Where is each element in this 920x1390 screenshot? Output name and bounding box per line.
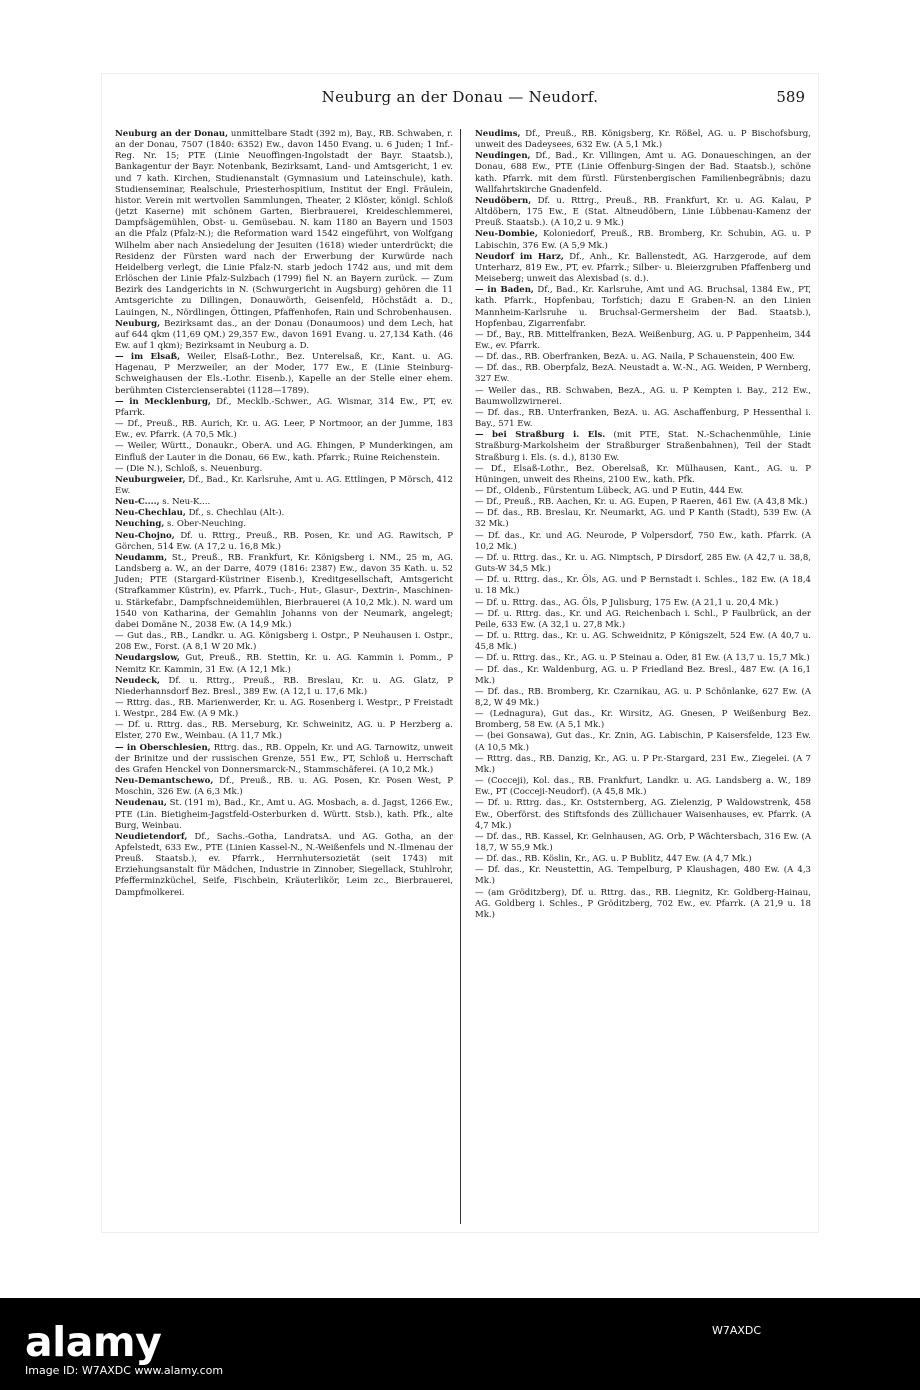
page-header	[101, 88, 819, 108]
entry-headword: Neudorf im Harz,	[475, 251, 564, 262]
entry-headword: Neudims,	[475, 129, 521, 139]
entry-text: — Df. das., RB. Oberfranken, BezA. u. AG. Naila, P Schauenstein, 400 Ew.	[475, 352, 796, 363]
entry-text: Df., Mecklb.-Schwer., AG. Wismar, 314 Ew., PT, ev. Pfarrk.	[115, 396, 453, 418]
entry	[475, 776, 811, 798]
entry	[115, 743, 453, 776]
entry	[115, 464, 453, 475]
entry	[475, 598, 811, 609]
entry	[475, 609, 811, 631]
entry-text: — Rttrg. das., RB. Danzig, Kr., AG. u. P Pr.-Stargard, 231 Ew., Ziegelei. (A 7 Mk.)	[475, 753, 811, 775]
entry-text: — Df. u. Rttrg. das., Kr. Öls, AG. und P Bernstadt i. Schles., 182 Ew. (A 18,4 u. 18 Mk.)	[475, 575, 811, 597]
entry	[475, 151, 811, 196]
entry	[115, 519, 453, 530]
entry-headword: Neu-C....,	[115, 497, 160, 508]
entry-text: (mit PTE, Stat. N.-Schachenmühle, Linie Straßburg-Markolsheim der Straßburger Straßenbahnen), Teil der Stadt Straßburg i. Els. (s. d.), 8130 Ew.	[475, 430, 811, 463]
entry-text: — Df. das., RB. Oberpfalz, BezA. Neustadt a. W.-N., AG. Weiden, P Wernberg, 327 Ew.	[475, 363, 811, 385]
entry	[475, 508, 811, 530]
entry-text: — (Lednagura), Gut das., Kr. Wirsitz, AG. Gnesen, P Weißenburg Bez. Bromberg, 58 Ew. (A 5,1 Mk.)	[475, 709, 811, 731]
entry-text: s. Ober-Neuching.	[164, 519, 247, 530]
entry-text: — (bei Gonsawa), Gut das., Kr. Znin, AG. Labischin, P Kaisersfelde, 123 Ew. (A 10,5 Mk.)	[475, 731, 811, 753]
entry-headword: Neudargslow,	[115, 653, 180, 664]
entry-text: Rttrg. das., RB. Oppeln, Kr. und AG. Tarnowitz, unweit der Brinitze und der russischen Grenze, 551 Ew., PT, Schloß u. Herrschaft des Grafen Henckel von Donnersmarck-N., Stammschäferei. (A 10,2 Mk.)	[115, 742, 454, 775]
entry	[115, 832, 453, 899]
entry-text: — Df. das., RB. Unterfranken, BezA. u. AG. Aschaffenburg, P Hessenthal i. Bay., 571 Ew.	[475, 407, 811, 430]
entry	[115, 531, 453, 553]
entry	[475, 754, 811, 776]
book-page	[101, 73, 819, 1233]
entry	[115, 698, 453, 720]
entry-text: — Weiler, Württ., Donaukr., OberA. und AG. Ehingen, P Munderkingen, am Einfluß der Lauter in die Donau, 66 Ew., kath. Pfarrk.; Ruine Reichenstein.	[115, 441, 453, 463]
entry-text: — Df. das., RB. Bromberg, Kr. Czarnikau, AG. u. P Schönlanke, 627 Ew. (A 8,2, W 49 Mk.)	[475, 686, 811, 708]
entry	[115, 475, 453, 497]
entry	[115, 419, 453, 441]
entry	[115, 720, 453, 742]
entry-headword: Neudietendorf,	[115, 831, 188, 842]
entry-text: Df., Bad., Kr. Karlsruhe, Amt und AG. Bruchsal, 1384 Ew., PT, kath. Pfarrk., Hopfenbau, Torfstich; dazu E Graben-N. an den Linien Mannheim-Karlsruhe u. Bruchsal-Germersheim der Bad. Staatsb.), Hopfenbau, Zigarrenfabr.	[475, 285, 812, 329]
entry	[475, 553, 811, 575]
entry-text: — Df. u. Rttrg. das., Kr. u. AG. Nimptsch, P Dirsdorf, 285 Ew. (A 42,7 u. 38,8, Guts-W 34,5 Mk.)	[475, 552, 811, 575]
entry	[115, 319, 453, 352]
entry-headword: Neu-Dombie,	[475, 229, 538, 240]
entry	[115, 508, 453, 519]
entry-text: — Df. u. Rttrg. das., Kr. u. AG. Schweidnitz, P Königszelt, 524 Ew. (A 40,7 u. 45,8 Mk.)	[475, 631, 811, 653]
entry-headword: — in Oberschlesien,	[115, 742, 211, 753]
entry-text: Df. u. Rttrg., Preuß., RB. Posen, Kr. und AG. Rawitsch, P Görchen, 514 Ew. (A 17,2 u. 16,8 Mk.)	[115, 530, 453, 552]
entry	[475, 665, 811, 687]
entry-text: — Df. das., Kr. Waldenburg, AG. u. P Friedland Bez. Bresl., 487 Ew. (A 16,1 Mk.)	[475, 664, 811, 686]
entry-text: Gut, Preuß., RB. Stettin, Kr. u. AG. Kammin i. Pomm., P Nemitz Kr. Kammin, 31 Ew. (A 12,1 Mk.)	[115, 653, 453, 675]
entry-text: Bezirksamt das., an der Donau (Donaumoos) und dem Lech, hat auf 644 qkm (11,69 QM.) 29,357 Ew., davon 1691 Evang. u. 27,134 Kath. (46 Ew. auf 1 qkm); Bezirksamt in Neuburg a. D.	[115, 318, 453, 351]
entry-text: — Weiler das., RB. Schwaben, BezA., AG. u. P Kempten i. Bay., 212 Ew., Baumwollzwirnerei.	[475, 385, 811, 407]
entry-headword: Neudamm,	[115, 552, 168, 563]
entry	[475, 865, 811, 887]
entry-headword: — in Mecklenburg,	[115, 396, 211, 407]
entry-text: Df., Sachs.-Gotha, LandratsA. und AG. Gotha, an der Apfelstedt, 633 Ew., PTE (Linien Kassel-N., N.-Weißenfels und N.-Ilmenau der Preuß. Staatsb.), ev. Pfarrk., Herrnhutersozietät (seit 1743) mit Erziehungsanstalt für Mädchen, Industrie in Zinnober, Siegellack, Stuhlrohr, Pfefferminzküchel, Seife, Fischbein, Kräuterlikör, Leim zc., Bierbrauerei, Dampfmolkerei.	[115, 831, 453, 898]
entry	[475, 464, 811, 486]
entry-text: — Df., Preuß., RB. Aachen, Kr. u. AG. Eupen, P Raeren, 461 Ew. (A 43,8 Mk.)	[475, 497, 808, 508]
alamy-logo: alamy	[25, 1318, 162, 1366]
entry-text: — Gut das., RB., Landkr. u. AG. Königsberg i. Ostpr., P Neuhausen i. Ostpr., 208 Ew., Forst. (A 8,1 W 20 Mk.)	[115, 631, 453, 653]
entry	[475, 832, 811, 854]
entry-text: — Df., Bay., RB. Mittelfranken, BezA. Weißenburg, AG. u. P Pappenheim, 344 Ew., ev. Pfarrk.	[475, 329, 811, 351]
entry	[475, 653, 811, 664]
image-id-right: W7AXDC	[712, 1324, 762, 1337]
entry	[475, 352, 811, 363]
entry-text: — (am Gröditzberg), Df. u. Rttrg. das., RB. Liegnitz, Kr. Goldberg-Hainau, AG. Goldberg i. Schles., P Gröditzberg, 702 Ew., ev. Pfarrk. (A 21,9 u. 18 Mk.)	[475, 887, 811, 920]
entry-text: — Df., Elsaß-Lothr., Bez. Oberelsaß, Kr. Mülhausen, Kant., AG. u. P Hüningen, unweit des Rheins, 2100 Ew., kath. Pfk.	[475, 463, 811, 485]
column-divider	[460, 129, 461, 1224]
entry-text: Df., Preuß., RB. u. AG. Posen, Kr. Posen West, P Moschin, 326 Ew. (A 6,3 Mk.)	[115, 776, 453, 798]
entry	[475, 798, 811, 831]
entry-text: — Df. das., RB. Kassel, Kr. Gelnhausen, AG. Orb, P Wächtersbach, 316 Ew. (A 18,7, W 55,9 Mk.)	[475, 831, 811, 853]
entry-text: Df. u. Rttrg., Preuß., RB. Frankfurt, Kr. u. AG. Kalau, P Altdöbern, 175 Ew., E (Stat. Altneudöbern, Linie Lübbenau-Kamenz der Preuß. Staatsb.). (A 10,2 u. 9 Mk.)	[475, 195, 811, 229]
entry-text: — Df., Oldenb., Fürstentum Lübeck, AG. und P Eutin, 444 Ew.	[475, 486, 744, 496]
left-column	[115, 129, 453, 899]
entry-text: Df. u. Rttrg., Preuß., RB. Breslau, Kr. u. AG. Glatz, P Niederhannsdorf Bez. Bresl., 389 Ew. (A 12,1 u. 17,6 Mk.)	[115, 675, 453, 697]
entry-headword: Neu-Chechlau,	[115, 508, 186, 519]
entry-text: Df., Preuß., RB. Königsberg, Kr. Rößel, AG. u. P Bischofsburg, unweit des Dadeysees, 632 Ew. (A 5,1 Mk.)	[475, 129, 811, 151]
entry-text: s. Neu-K....	[159, 497, 211, 508]
entry	[475, 497, 811, 508]
entry	[475, 252, 811, 285]
entry	[475, 330, 811, 352]
entry	[115, 798, 453, 831]
entry-text: — Df. das., Kr. und AG. Neurode, P Volpersdorf, 750 Ew., kath. Pfarrk. (A 10,2 Mk.)	[475, 530, 811, 552]
image-id-label: Image ID: W7AXDC	[25, 1364, 131, 1377]
entry-text: — Df. u. Rttrg. das., Kr., AG. u. P Steinau a. Oder, 81 Ew. (A 13,7 u. 15,7 Mk.)	[475, 653, 810, 664]
entry	[115, 631, 453, 653]
entry-text: — Df., Preuß., RB. Aurich, Kr. u. AG. Leer, P Nortmoor, an der Jumme, 183 Ew., ev. Pfarrk. (A 70,5 Mk.)	[115, 419, 453, 441]
entry-headword: — im Elsaß,	[115, 352, 181, 363]
entry	[115, 441, 453, 463]
entry-headword: Neuburg,	[115, 318, 161, 329]
entry-text: — Df. das., RB. Köslin, Kr., AG. u. P Bublitz, 447 Ew. (A 4,7 Mk.)	[475, 854, 752, 865]
entry	[475, 408, 811, 430]
entry	[115, 497, 453, 508]
entry	[475, 531, 811, 553]
entry-text: unmittelbare Stadt (392 m), Bay., RB. Schwaben, r. an der Donau, 7507 (1840: 6352) Ew., davon 1450 Evang. u. 6 Juden; 1 Inf.-Reg. Nr. 15; PTE (Linie Neuoffingen-Ingolstadt der Bayr. Staatsb.), Bankagentur der Bayr. Notenbank, Bezirksamt, Land- und Amtsgericht, 1 ev. und 7 kath. Kirchen, Studienanstalt (Gymnasium und Lateinschule), kath. Studienseminar, Realschule, Priesterhospitium, Institut der Engl. Fräulein, histor. Verein mit wertvollen Sammlungen, Theater, 2 Klöster, königl. Schloß (jetzt Kaserne) mit schönem Garten, Bierbrauerei, Kreideschlemmerei, Dampfsägemühlen, Obst- u. Gemüsebau. N. kam 1180 an Bayern und 1503 an die Pfalz (Pfalz-N.); die Reformation ward 1542 eingeführt, von Wolfgang Wilhelm aber nach Ansiedelung der Jesuiten (1618) wieder unterdrückt; die Residenz der Fürsten ward nach der Erwerbung der Kurwürde nach Heidelberg verlegt, die Linie Pfalz-N. starb jedoch 1742 aus, und mit dem Erlöschen der Linie Pfalz-Sulzbach (1799) fiel N. an Bayern zurück. — Zum Bezirk des Landgerichts in N. (Schwurgericht in Augsburg) gehören die 11 Amtsgerichte zu Dillingen, Donauwörth, Geisenfeld, Höchstädt a. D., Lauingen, N., Nördlingen, Öttingen, Pfaffenhofen, Rain und Schrobenhausen.	[115, 129, 453, 318]
entry	[475, 129, 811, 151]
entry-text: Df., Bad., Kr. Karlsruhe, Amt u. AG. Ettlingen, P Mörsch, 412 Ew.	[115, 474, 453, 496]
entry-text: — Df. u. Rttrg. das., AG. Öls, P Julisburg, 175 Ew. (A 21,1 u. 20,4 Mk.)	[475, 597, 779, 608]
entry-text: — Df. u. Rttrg. das., Kr. und AG. Reichenbach i. Schl., P Faulbrück, an der Peile, 633 Ew. (A 32,1 u. 27,8 Mk.)	[475, 608, 811, 630]
entry	[475, 854, 811, 865]
entry-headword: Neudenau,	[115, 798, 167, 809]
entry-headword: Neu-Demantschewo,	[115, 776, 214, 787]
entry	[475, 687, 811, 709]
entry-text: — Df. u. Rttrg. das., RB. Merseburg, Kr. Schweinitz, AG. u. P Herzberg a. Elster, 270 Ew., Weinbau. (A 11,7 Mk.)	[115, 720, 453, 742]
entry	[475, 430, 811, 463]
entry-headword: — bei Straßburg i. Els.	[475, 430, 606, 441]
entry	[475, 386, 811, 408]
entry	[115, 653, 453, 675]
entry	[475, 196, 811, 229]
right-column	[475, 129, 811, 921]
entry-text: Df., Bad., Kr. Villingen, Amt u. AG. Donaueschingen, an der Donau, 688 Ew., PTE (Linie Offenburg-Singen der Bad. Staatsb.), schöne kath. Pfarrk. mit dem fürstl. Fürstenbergischen Familienbegräbnis; dazu Wallfahrtskirche Gnadenfeld.	[475, 151, 811, 195]
entry-text: — (Die N.), Schloß, s. Neuenburg.	[115, 463, 263, 474]
entry-text: Df., s. Chechlau (Alt-).	[185, 508, 285, 519]
entry	[475, 709, 811, 731]
entry	[475, 363, 811, 385]
entry-headword: Neuburg an der Donau,	[115, 129, 229, 139]
entry-text: Weiler, Elsaß-Lothr., Bez. Unterelsaß, Kr., Kant. u. AG. Hagenau, P Merzweiler, an der Moder, 177 Ew., E (Linie Steinburg-Schweighausen der Els.-Lothr. Eisenb.), Kapelle an der Stelle einer ehem. berühmten Cistercienserabtei (1128—1789).	[115, 352, 453, 396]
entry	[475, 229, 811, 251]
entry-text: Df., Anh., Kr. Ballenstedt, AG. Harzgerode, auf dem Unterharz, 819 Ew., PT, ev. Pfarrk.; Silber- u. Bleierzgruben Pfaffenberg und Meiseberg; unweit das Alexisbad (s. d.).	[475, 251, 811, 285]
entry-text: — Df. das., RB. Breslau, Kr. Neumarkt, AG. und P Kanth (Stadt), 539 Ew. (A 32 Mk.)	[475, 508, 811, 530]
entry	[475, 486, 811, 497]
page-number: 589	[776, 88, 805, 106]
entry	[115, 129, 453, 319]
entry	[115, 776, 453, 798]
running-title: Neuburg an der Donau — Neudorf.	[321, 88, 599, 106]
entry	[115, 676, 453, 698]
entry-text: — Df. das., Kr. Neustettin, AG. Tempelburg, P Klaushagen, 480 Ew. (A 4,3 Mk.)	[475, 865, 811, 887]
site-url: www.alamy.com	[134, 1364, 224, 1377]
entry-headword: Neudingen,	[475, 151, 531, 162]
entry	[475, 631, 811, 653]
entry	[475, 285, 811, 330]
entry-headword: Neudeck,	[115, 675, 160, 686]
entry-text: St., Preuß., RB. Frankfurt, Kr. Königsberg i. NM., 25 m, AG. Landsberg a. W., an der Darre, 4079 (1816: 2387) Ew., davon 35 Kath. u. 52 Juden; PTE (Stargard-Küstriner Eisenb.), Kreditgesellschaft, Amtsgericht (Strafkammer Küstrin), ev. Pfarrk., Tuch-, Hut-, Glasur-, Dextrin-, Maschinen- u. Stärkefabr., Dampfschneidemühlen, Bierbrauerei (A 10,2 Mk.). N. ward um 1540 von Katharina, der Gemahlin Johanns von der Neumark, angelegt; dabei Domäne N., 2038 Ew. (A 14,9 Mk.)	[115, 552, 453, 630]
entry-text: — Rttrg. das., RB. Marienwerder, Kr. u. AG. Rosenberg i. Westpr., P Freistadt i. Westpr., 284 Ew. (A 9 Mk.)	[115, 697, 453, 720]
entry	[115, 553, 453, 631]
image-id-caption	[25, 1364, 223, 1377]
entry	[115, 352, 453, 397]
entry-text: St. (191 m), Bad., Kr., Amt u. AG. Mosbach, a. d. Jagst, 1266 Ew., PTE (Lin. Bietigheim-Jagstfeld-Osterburken d. Württ. Stsb.), kath. Pfk., alte Burg, Weinbau.	[115, 798, 453, 831]
entry-headword: Neuburgweier,	[115, 474, 186, 485]
entry-text: Koloniedorf, Preuß., RB. Bromberg, Kr. Schubin, AG. u. P Labischin, 376 Ew. (A 5,9 Mk.)	[475, 229, 811, 251]
entry	[115, 397, 453, 419]
entry-headword: Neudöbern,	[475, 195, 532, 206]
entry	[475, 575, 811, 597]
entry-headword: Neuching,	[115, 519, 165, 530]
entry	[475, 888, 811, 921]
entry	[475, 731, 811, 753]
entry-headword: Neu-Chojno,	[115, 530, 175, 541]
entry-text: — (Cocceji), Kol. das., RB. Frankfurt, Landkr. u. AG. Landsberg a. W., 189 Ew., PT (Cocceji-Neudorf). (A 45,8 Mk.)	[475, 776, 811, 798]
entry-text: — Df. u. Rttrg. das., Kr. Oststernberg, AG. Zielenzig, P Waldowstrenk, 458 Ew., Oberförst. des Stiftsfonds des Züllichauer Waisenhauses, ev. Pfarrk. (A 4,7 Mk.)	[475, 798, 811, 831]
entry-headword: — in Baden,	[475, 285, 534, 296]
